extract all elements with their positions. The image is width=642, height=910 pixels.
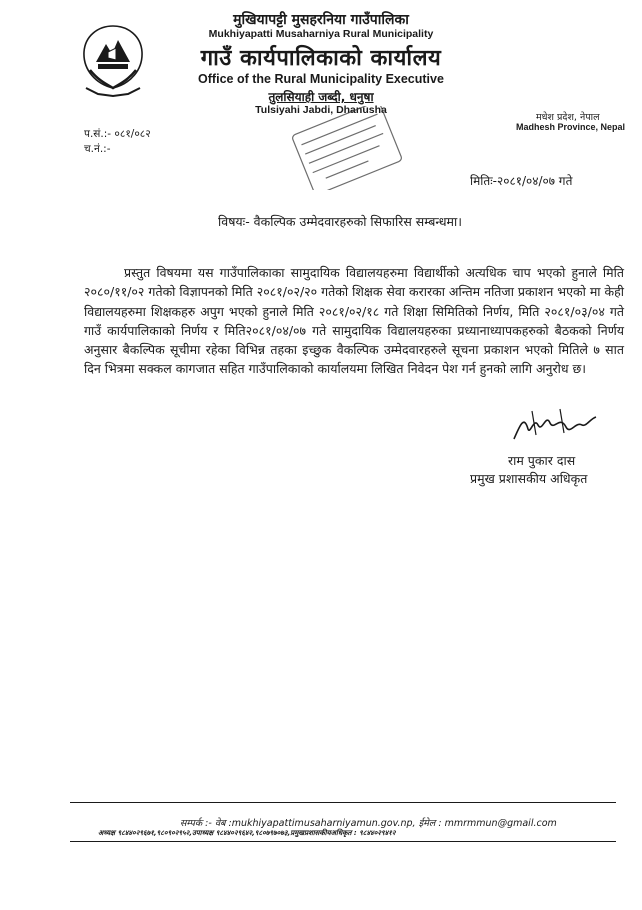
handwritten-signature-icon [510,405,600,445]
letter-body: प्रस्तुत विषयमा यस गाउँपालिकाका सामुदायिक विद्यालयहरुमा विद्यार्थीको अत्यधिक चाप भएको हुनाले मिति २०८०/११/०२ गतेको विज्ञापनको मिति २०८१/०२/२० गतेको शिक्षक सेवा करारका अन्तिम नतिजा प्रकाशन भएको मा केही विद्यालयहरुमा शिक्षकहरु अपुग भएको हुनाले मिति २०८१/०२/१८ गते शिक्षा सिमितिको निर्णय, मिति २०८१/०३/०४ गते गाउँ कार्यपालिकाको निर्णय र मिति२०८१/०४/०७ गते सामुदायिक विद्यालयहरुका प्रध्यानाध्यापकहरुको बैठकको निर्णय अनुसार बैकल्पिक सूचीमा रहेका विभिन्न तहका इच्छुक वैकल्पिक उम्मेदवारहरुले सूचना प्रकाशन भएको मितिले ७ सात दिन भित्रमा सक्कल कागजात सहित गाउँपालिकाको कार्यालयमा लिखित निवेदन पेश गर्न हुनको लागि अनुरोध छ। [84,265,624,377]
letter-date: मितिः-२०८१/०४/०७ गते [470,174,573,188]
address-np: तुलसियाही जब्दी, धनुषा [268,90,374,104]
office-title-en: Office of the Rural Municipality Executive [198,72,444,86]
footer-contact: सम्पर्क :- वेब :mukhiyapattimusaharniyamun.gov.np, ईमेल : mmrmmun@gmail.com [180,818,557,829]
address-en: Tulsiyahi Jabdi, Dhanusha [255,104,387,116]
official-stamp-icon [292,106,402,190]
signer-name: राम पुकार दास [508,453,576,468]
province-en: Madhesh Province, Nepal [516,122,626,132]
footer-divider-top [70,802,616,803]
office-title-np: गाउँ कार्यपालिकाको कार्यालय [200,46,442,71]
org-name-np: मुखियापट्टी मुसहरनिया गाउँपालिका [233,12,409,28]
footer-divider-bottom [70,841,616,842]
subject-line: विषयः- वैकल्पिक उम्मेदवारहरुको सिफारिस सम्बन्धमा। [218,214,463,229]
signer-designation: प्रमुख प्रशासकीय अधिकृत [470,471,588,486]
footer-phone-numbers: अध्यक्ष ९८४४०२९६७१,९८०९०२९५२,उपाध्यक्ष ९८४४०२९६४२,९८०७९७०७३,प्रमुखप्रशासकीयअधिकृत : ९८४४०२९४१२ [98,829,396,837]
letter-reference-number: प.सं.:- ०८१/०८२ [84,128,151,140]
dispatch-number: च.नं.:- [84,143,111,155]
org-name-en: Mukhiyapatti Musaharniya Rural Municipality [208,28,434,40]
province-np: मधेश प्रदेश, नेपाल [536,112,600,123]
